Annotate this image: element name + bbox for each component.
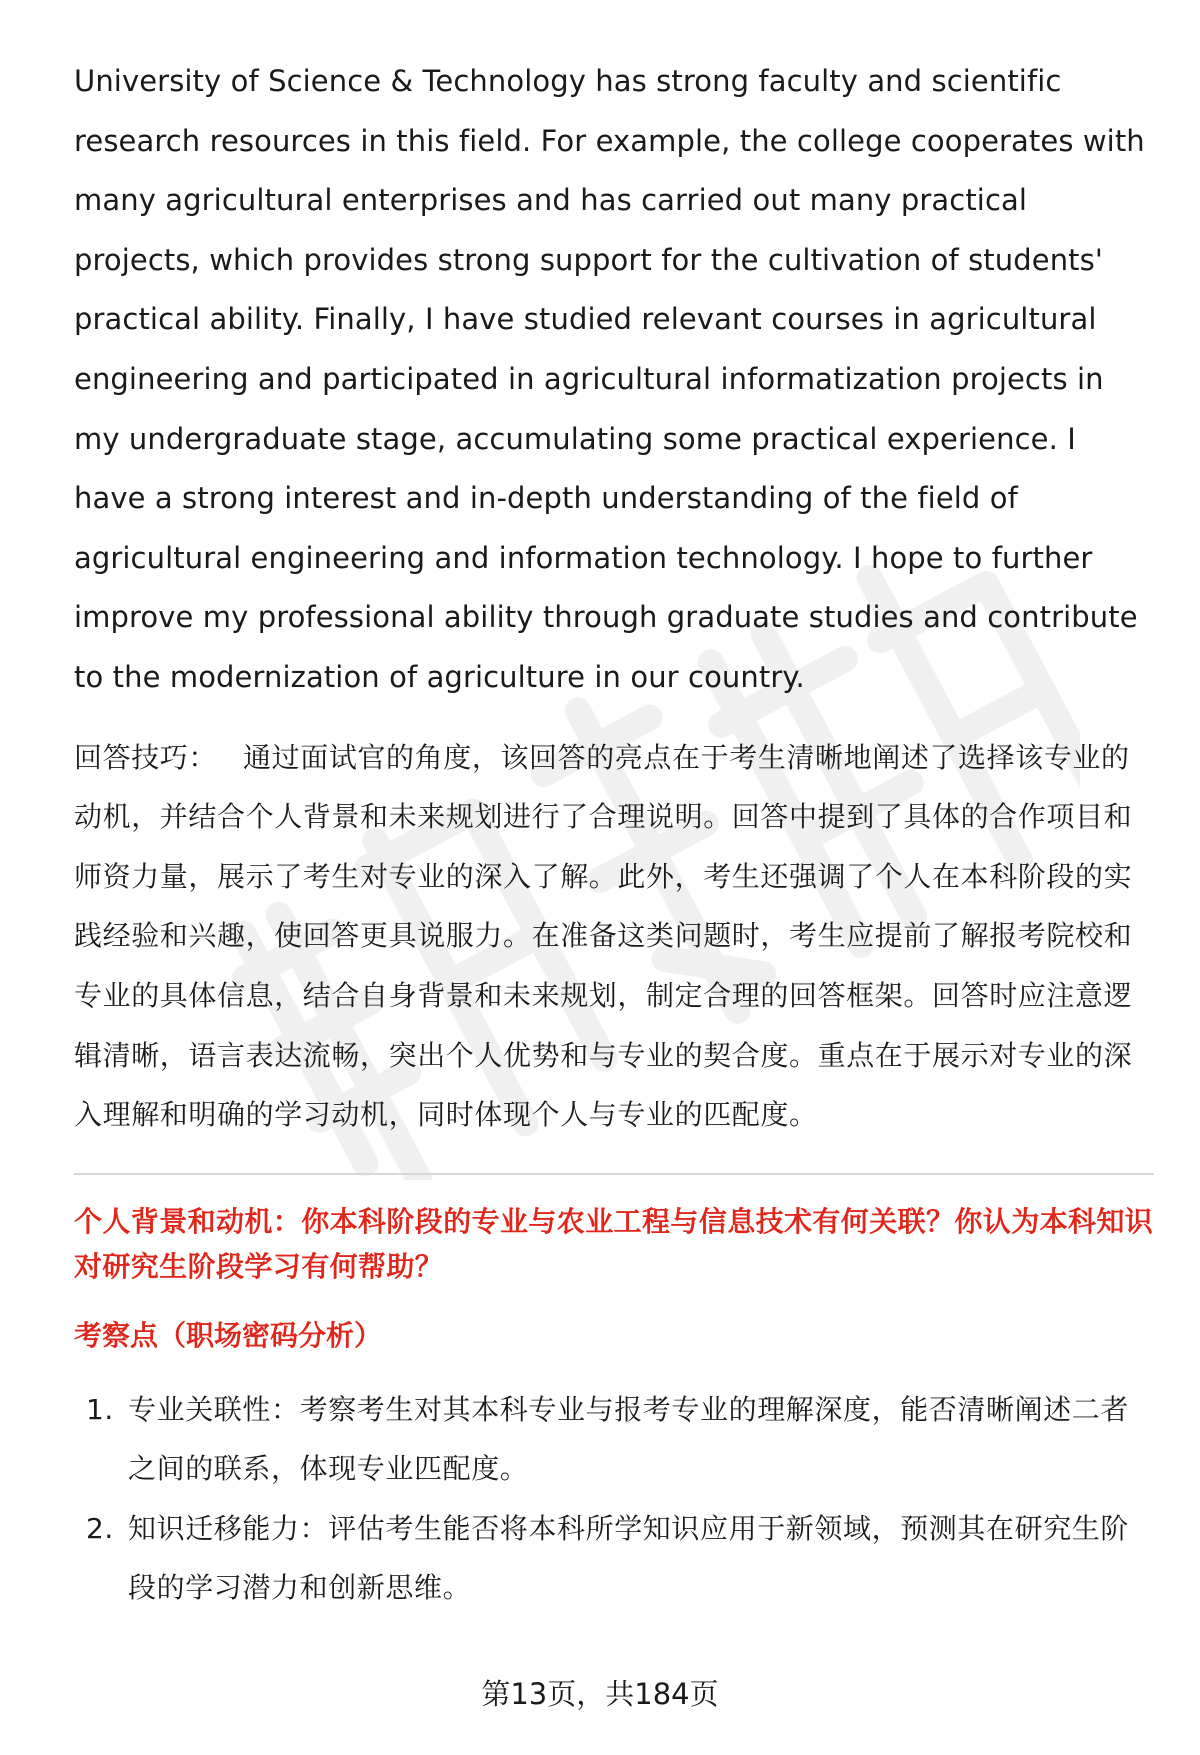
tips-label: 回答技巧： — [74, 740, 218, 774]
list-item-number: 1. — [86, 1392, 114, 1426]
page-number-footer: 第13页，共184页 — [481, 1677, 719, 1711]
question-heading: 个人背景和动机：你本科阶段的专业与农业工程与信息技术有何关联？你认为本科知识对研究生阶段学习有何帮助？ — [74, 1204, 1154, 1283]
tips-text: 通过面试官的角度，该回答的亮点在于考生清晰地阐述了选择该专业的动机，并结合个人背景和未来规划进行了合理说明。回答中提到了具体的合作项目和师资力量，展示了考生对专业的深入了解。此外，考生还强调了个人在本科阶段的实践经验和兴趣，使回答更具说服力。在准备这类问题时，考生应提前了解报考院校和专业的具体信息，结合自身背景和未来规划，制定合理的回答框架。回答时应注意逻辑清晰，语言表达流畅，突出个人优势和与专业的契合度。重点在于展示对专业的深入理解和明确的学习动机，同时体现个人与专业的匹配度。 — [74, 740, 1133, 1132]
list-item — [74, 1380, 1154, 1499]
list-item-text: 专业关联性：考察考生对其本科专业与报考专业的理解深度，能否清晰阐述二者之间的联系，体现专业匹配度。 — [128, 1392, 1130, 1486]
list-item — [74, 1499, 1154, 1618]
assessment-points-title: 考察点（职场密码分析） — [74, 1318, 383, 1352]
list-item-number: 2. — [86, 1511, 114, 1545]
main-content — [74, 52, 1154, 1618]
answer-tips-paragraph — [74, 728, 1154, 1145]
list-item-text: 知识迁移能力：评估考生能否将本科所学知识应用于新领域，预测其在研究生阶段的学习潜力和创新思维。 — [128, 1511, 1130, 1605]
english-answer-paragraph: University of Science & Technology has strong faculty and scientific research resources in this field. For example, the college cooperates with many agricultural enterprises and has carried out many practical projects, which provides strong support for the cultivation of students' practical ability. Finally, I have studied relevant courses in agricultural engineering and participated in agricultural informatization projects in my undergraduate stage, accumulating some practical experience. I have a strong interest and in-depth understanding of the field of agricultural engineering and information technology. I hope to further improve my professional ability through graduate studies and contribute to the modernization of agriculture in our country. — [74, 64, 1145, 694]
assessment-points-list — [74, 1380, 1154, 1618]
section-divider — [74, 1173, 1154, 1175]
